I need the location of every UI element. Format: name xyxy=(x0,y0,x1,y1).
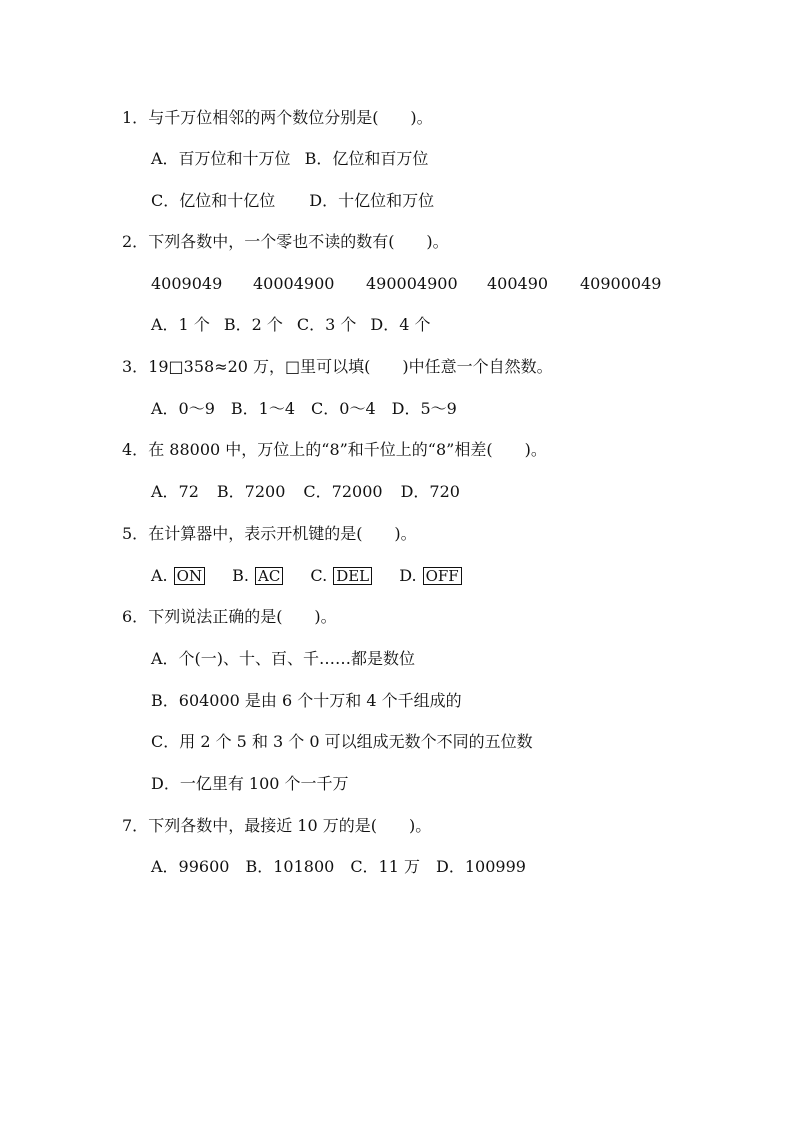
option-label: D. xyxy=(399,566,417,585)
calculator-key-off: OFF xyxy=(423,567,462,585)
number-item: 40004900 xyxy=(253,274,335,293)
question-3-options xyxy=(151,398,457,420)
option-a: A．0～9 xyxy=(151,399,215,418)
option-c: C．亿位和十亿位 xyxy=(151,191,276,210)
question-stem: 下列说法正确的是( )。 xyxy=(148,607,337,626)
option-d: D．5～9 xyxy=(391,399,457,418)
question-stem: 在 88000 中，万位上的“8”和千位上的“8”相差( )。 xyxy=(148,440,547,459)
question-number: 4． xyxy=(122,440,149,459)
question-number: 7． xyxy=(122,816,149,835)
option-c: C．72000 xyxy=(303,482,383,501)
question-5 xyxy=(122,523,417,545)
question-number: 5． xyxy=(122,524,149,543)
option-a: A．72 xyxy=(151,482,199,501)
question-2-options xyxy=(151,314,430,336)
question-1 xyxy=(122,107,433,129)
question-3 xyxy=(122,356,553,378)
option-label: B. xyxy=(232,566,250,585)
option-b: B．7200 xyxy=(216,482,286,501)
question-1-options-row-2 xyxy=(151,190,434,212)
question-7 xyxy=(122,815,431,837)
option-c: C．3 个 xyxy=(296,315,357,334)
option-a: A．百万位和十万位 xyxy=(151,149,291,168)
option-a: A．个(一)、十、百、千……都是数位 xyxy=(151,649,416,668)
option-a: A．99600 xyxy=(151,857,230,876)
question-number: 1． xyxy=(122,108,149,127)
question-stem: 下列各数中，最接近 10 万的是( )。 xyxy=(148,816,432,835)
question-stem: 与千万位相邻的两个数位分别是( )。 xyxy=(148,108,433,127)
question-stem: 下列各数中，一个零也不读的数有( )。 xyxy=(148,232,449,251)
number-item: 40900049 xyxy=(580,274,662,293)
number-item: 490004900 xyxy=(366,274,458,293)
option-b: B．604000 是由 6 个十万和 4 个千组成的 xyxy=(151,691,462,710)
number-item: 4009049 xyxy=(151,274,223,293)
calculator-key-ac: AC xyxy=(255,567,283,585)
option-c xyxy=(310,566,372,585)
question-number: 2． xyxy=(122,232,149,251)
question-5-options xyxy=(151,565,462,587)
question-2 xyxy=(122,231,449,253)
option-d: D．一亿里有 100 个一千万 xyxy=(151,774,349,793)
question-stem: 19□358≈20 万，□里可以填( )中任意一个自然数。 xyxy=(148,357,553,376)
option-label: A. xyxy=(151,566,168,585)
question-number: 3． xyxy=(122,357,149,376)
question-4-options xyxy=(151,481,460,503)
option-a: A．1 个 xyxy=(151,315,210,334)
question-number: 6． xyxy=(122,607,149,626)
option-a xyxy=(151,566,205,585)
calculator-key-on: ON xyxy=(174,567,205,585)
number-item: 400490 xyxy=(487,274,549,293)
option-d xyxy=(399,566,461,585)
option-d: D．十亿位和万位 xyxy=(309,191,435,210)
calculator-key-del: DEL xyxy=(333,567,372,585)
option-b xyxy=(232,566,283,585)
option-b: B．2 个 xyxy=(223,315,283,334)
question-7-options xyxy=(151,856,526,878)
option-d: D．720 xyxy=(400,482,460,501)
option-label: C. xyxy=(310,566,328,585)
question-4 xyxy=(122,439,547,461)
option-c: C．11 万 xyxy=(350,857,421,876)
question-1-options-row-1 xyxy=(151,148,428,170)
question-stem: 在计算器中，表示开机键的是( )。 xyxy=(148,524,417,543)
question-2-numbers xyxy=(0,273,794,295)
option-c: C．0～4 xyxy=(311,399,376,418)
option-c: C．用 2 个 5 和 3 个 0 可以组成无数个不同的五位数 xyxy=(151,732,533,751)
option-d: D．100999 xyxy=(436,857,526,876)
option-b: B．1～4 xyxy=(230,399,296,418)
option-b: B．101800 xyxy=(245,857,335,876)
question-6 xyxy=(122,606,337,628)
option-d: D．4 个 xyxy=(370,315,431,334)
option-b: B．亿位和百万位 xyxy=(304,149,429,168)
